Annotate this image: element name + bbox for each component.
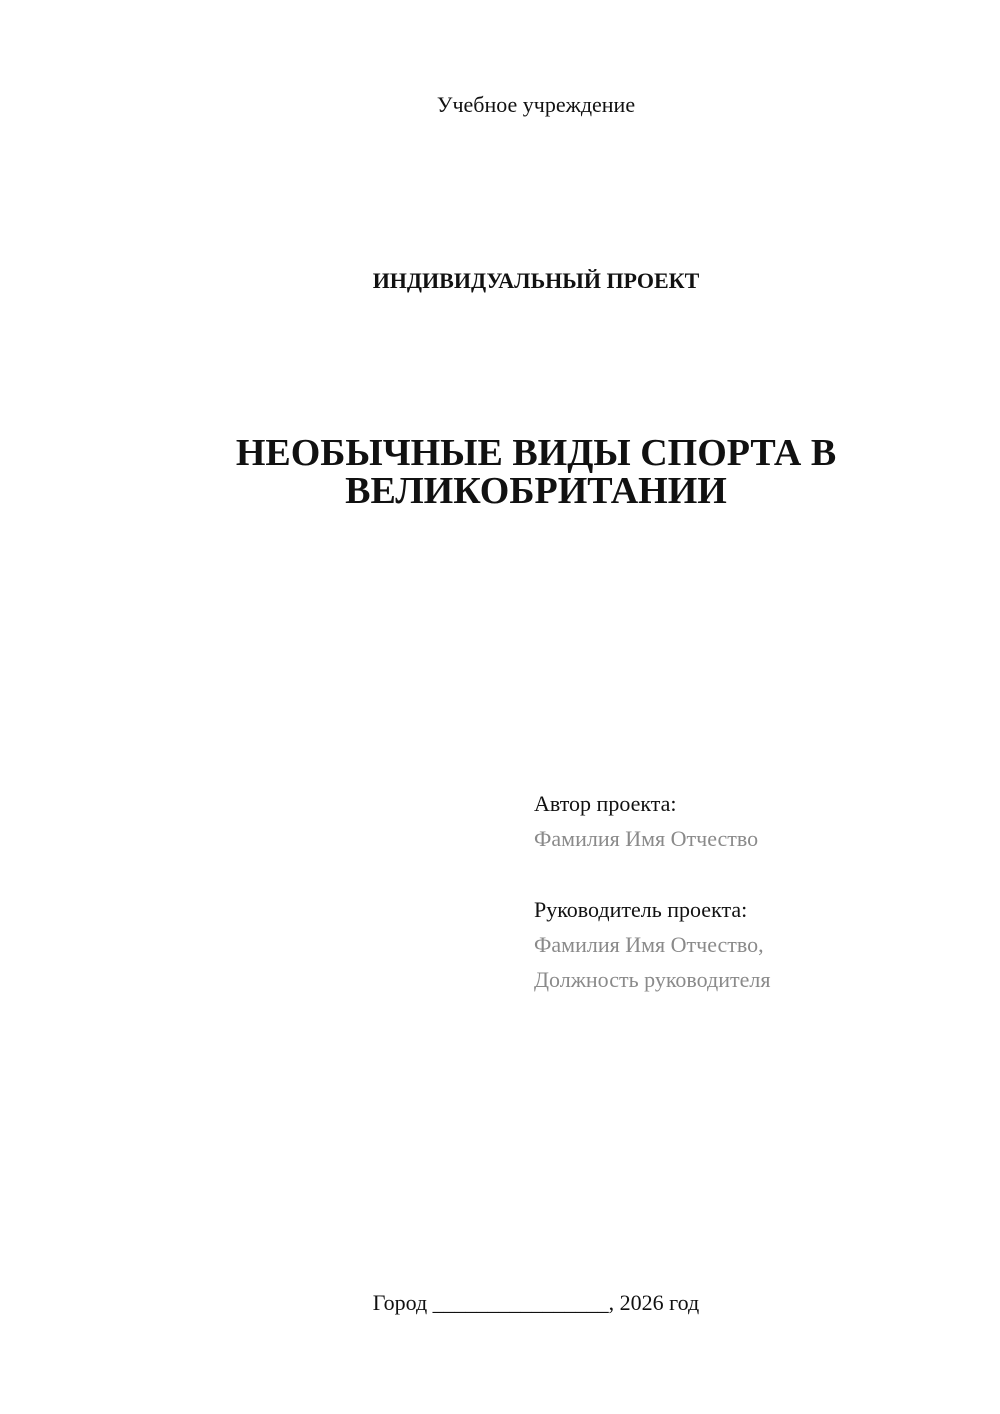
- document-title: [0, 434, 1000, 510]
- author-name: Фамилия Имя Отчество: [534, 826, 759, 851]
- credits-block: [534, 786, 954, 997]
- city-year-footer: Город ________________, 2026 год: [372, 1290, 700, 1315]
- credits-spacer: [534, 856, 954, 892]
- supervisor-name: Фамилия Имя Отчество,: [534, 932, 764, 957]
- supervisor-position: Должность руководителя: [534, 967, 771, 992]
- institution-name: Учебное учреждение: [436, 92, 636, 117]
- document-title-line-2: ВЕЛИКОБРИТАНИИ: [345, 470, 727, 512]
- document-title-line-1: НЕОБЫЧНЫЕ ВИДЫ СПОРТА В: [235, 432, 837, 474]
- document-type: ИНДИВИДУАЛЬНЫЙ ПРОЕКТ: [372, 268, 700, 293]
- author-label: Автор проекта:: [534, 791, 677, 816]
- supervisor-label: Руководитель проекта:: [534, 897, 748, 922]
